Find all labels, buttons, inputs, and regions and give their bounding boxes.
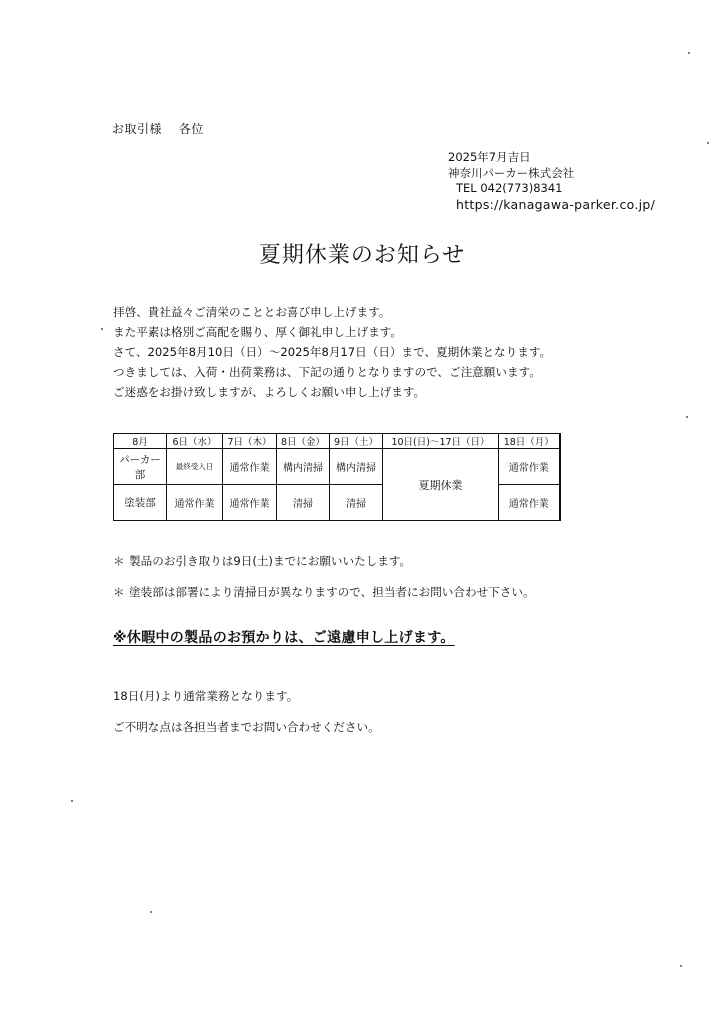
body-line: さて、2025年8月10日（日）～2025年8月17日（日）まで、夏期休業となります。 — [113, 345, 552, 359]
header-day-18: 18日（月） — [499, 434, 560, 449]
header-holiday-range: 10日(日)～17日（日） — [383, 434, 499, 449]
company-url[interactable]: https://kanagawa-parker.co.jp/ — [456, 196, 656, 212]
cell-holiday: 夏期休業 — [383, 449, 499, 521]
cell-coating-d8: 清掃 — [277, 485, 330, 521]
schedule-table — [113, 433, 561, 521]
header-day-8: 8日（金） — [277, 434, 330, 449]
header-month: 8月 — [114, 434, 167, 449]
closing-line: ご不明な点は各担当者までお問い合わせください。 — [113, 720, 380, 734]
body-line: また平素は格別ご高配を賜り、厚く御礼申し上げます。 — [113, 325, 402, 339]
cell-coating-d7: 通常作業 — [223, 485, 277, 521]
body-line: 拝啓、貴社益々ご清栄のこととお喜び申し上げます。 — [113, 305, 391, 319]
scan-speck — [688, 52, 690, 54]
scan-speck — [101, 328, 103, 330]
body-line: つきましては、入荷・出荷業務は、下記の通りとなりますので、ご注意願います。 — [113, 365, 541, 379]
scan-speck — [707, 142, 709, 144]
issue-date: 2025年7月吉日 — [448, 150, 531, 164]
note-bullet: ＊ — [113, 554, 125, 568]
scan-speck — [686, 416, 688, 418]
header-day-9: 9日（土） — [330, 434, 383, 449]
cell-parker-d18: 通常作業 — [499, 449, 560, 485]
scan-speck — [680, 965, 682, 967]
cell-coating-d9: 清掃 — [330, 485, 383, 521]
scan-speck — [71, 800, 73, 802]
cell-parker-d9: 構内清掃 — [330, 449, 383, 485]
cell-parker-d6: 最終受入日 — [167, 449, 223, 485]
page-title: 夏期休業のお知らせ — [258, 243, 466, 268]
company-tel: TEL 042(773)8341 — [456, 181, 563, 195]
body-text — [113, 302, 551, 402]
sender-block — [448, 150, 655, 212]
closing-line: 18日(月)より通常業務となります。 — [113, 689, 299, 703]
cell-parker-d7: 通常作業 — [223, 449, 277, 485]
cell-coating-d18: 通常作業 — [499, 485, 560, 521]
body-line: ご迷惑をお掛け致しますが、よろしくお願い申し上げます。 — [113, 385, 426, 399]
table-row — [114, 449, 560, 485]
note-text: 塗装部は部署により清掃日が異なりますので、担当者にお問い合わせ下さい。 — [129, 585, 535, 599]
note-text: 製品のお引き取りは9日(土)までにお願いいたします。 — [129, 554, 412, 568]
header-day-6: 6日（水） — [167, 434, 223, 449]
table-header-row — [114, 434, 560, 449]
scan-speck — [150, 911, 152, 913]
addressee: お取引様 各位 — [112, 122, 204, 136]
cell-parker-d8: 構内清掃 — [277, 449, 330, 485]
company-name: 神奈川パーカー株式会社 — [448, 165, 575, 180]
note-bullet: ＊ — [113, 585, 125, 599]
note-item — [113, 584, 535, 600]
header-day-7: 7日（木） — [223, 434, 277, 449]
dept-parker: パーカー部 — [114, 449, 167, 485]
warning-notice: ※休暇中の製品のお預かりは、ご遠慮申し上げます。 — [113, 630, 455, 646]
dept-coating: 塗装部 — [114, 485, 167, 521]
cell-coating-d6: 通常作業 — [167, 485, 223, 521]
note-item — [113, 553, 411, 569]
